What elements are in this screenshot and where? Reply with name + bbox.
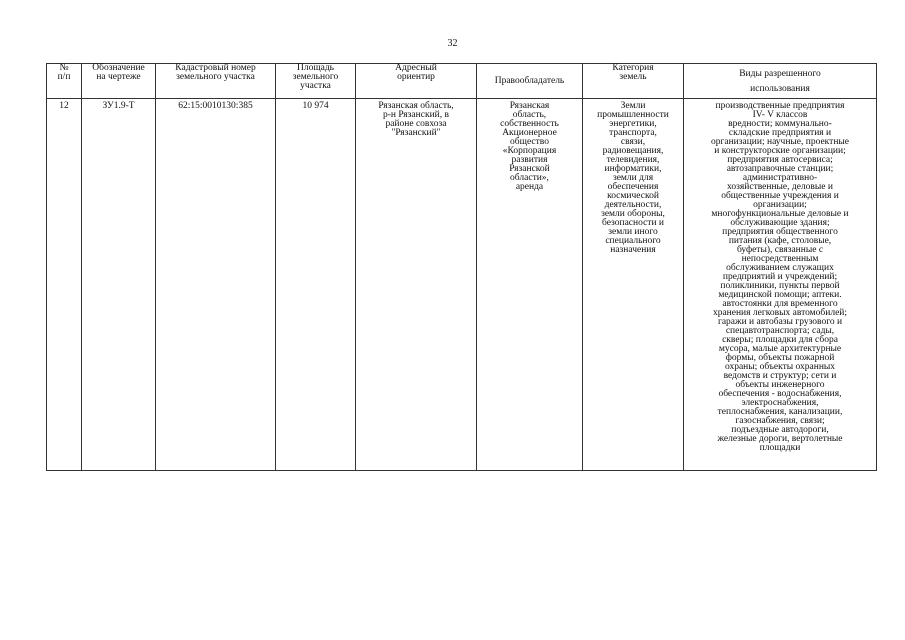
header-address: Адресный ориентир [356,64,477,99]
land-plot-table [46,63,877,471]
page-number: 32 [447,38,458,49]
cell-cadastral-number: 62:15:0010130:385 [156,99,276,471]
cell-permitted-uses: производственные предприятия IV- V классов вредности; коммунально- складские предприятия и организации; научные, проектные и конструкторские организации; предприятия автосервиса; автозаправочные станции; административно- хозяйственные, деловые и общественные учреждения и организации; многофункциональные деловые и обслуживающие здания; предприятия общественного питания (кафе, столовые, буфеты), связанные с непосредственным обслуживанием служащих предприятий и учреждений; поликлиники, пункты первой медицинской помощи; аптеки. автостоянки для временного хранения легковых автомобилей; гаражи и автобазы грузового и спецавтотранспорта; сады, скверы; площадки для сбора мусора, малые архитектурные формы, объекты пожарной охраны; объекты охранных ведомств и структур; сети и объекты инженерного обеспечения - водоснабжения, электроснабжения, теплоснабжения, канализации, газоснабжения, связи; подъездные автодороги, железные дороги, вертолетные площадки [684,99,877,471]
header-category: Категория земель [583,64,684,99]
cell-owner: Рязанская область, собственность Акционерное общество «Корпорация развития Рязанской области», аренда [477,99,583,471]
cell-area: 10 974 [276,99,356,471]
cell-category: Земли промышленности энергетики, транспорта, связи, радиовещания, телевидения, информатики, земли для обеспечения космической деятельности, земли обороны, безопасности и земли иного специального назначения [583,99,684,471]
header-permitted-uses: Виды разрешенного использования [684,64,877,99]
table-row [47,99,877,471]
header-designation: Обозначение на чертеже [82,64,156,99]
cell-number: 12 [47,99,82,471]
header-number: № п/п [47,64,82,99]
table-header-row [47,64,877,99]
header-cadastral-number: Кадастровый номер земельного участка [156,64,276,99]
cell-address: Рязанская область, р-н Рязанский, в районе совхоза "Рязанский" [356,99,477,471]
header-area: Площадь земельного участка [276,64,356,99]
header-owner: Правообладатель [477,64,583,99]
cell-designation: ЗУ1.9-Т [82,99,156,471]
